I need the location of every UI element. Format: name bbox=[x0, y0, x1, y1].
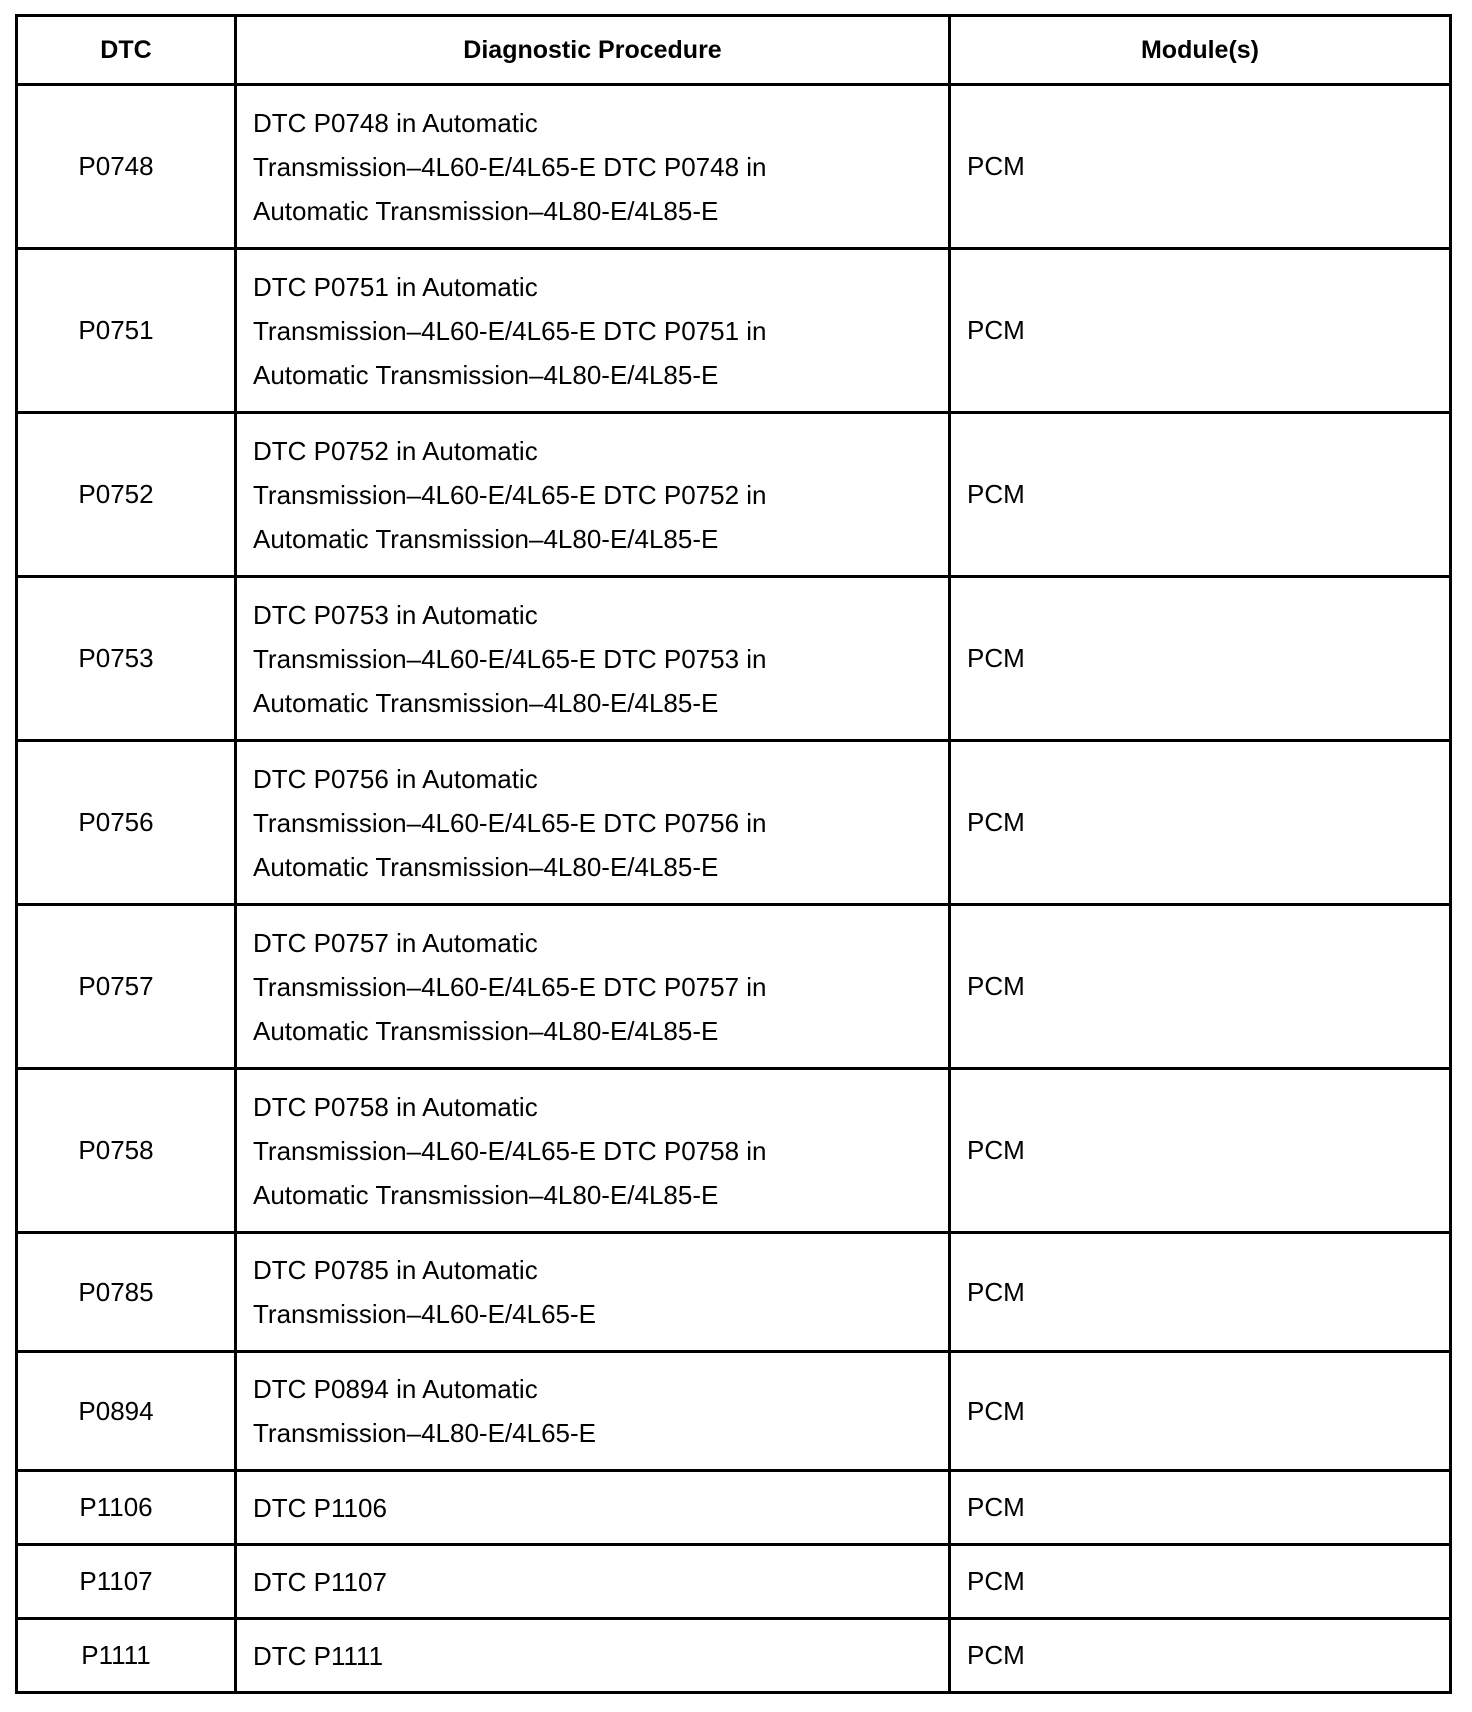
procedure-line: DTC P0785 in Automatic bbox=[253, 1255, 538, 1285]
procedure-line: DTC P0748 in Automatic bbox=[253, 107, 538, 138]
procedure-line: DTC P1106 bbox=[253, 1492, 387, 1523]
procedure-line: DTC P0894 in Automatic bbox=[253, 1374, 538, 1404]
procedure-line: Transmission–4L60-E/4L65-E DTC P0758 in bbox=[253, 1135, 767, 1166]
table-row bbox=[17, 1545, 1451, 1619]
module-cell: PCM bbox=[950, 1069, 1451, 1233]
dtc-code-cell: P0751 bbox=[17, 249, 236, 413]
procedure-line: DTC P0752 in Automatic bbox=[253, 435, 538, 466]
module-cell: PCM bbox=[950, 905, 1451, 1069]
table-row bbox=[17, 1352, 1451, 1471]
procedure-line: DTC P0756 in Automatic bbox=[253, 763, 538, 794]
header-modules: Module(s) bbox=[950, 16, 1451, 85]
procedure-line: Transmission–4L60-E/4L65-E DTC P0753 in bbox=[253, 643, 767, 674]
procedure-line: Automatic Transmission–4L80-E/4L85-E bbox=[253, 687, 719, 718]
diagnostic-procedure-cell bbox=[236, 1069, 950, 1233]
module-cell: PCM bbox=[950, 741, 1451, 905]
procedure-line: DTC P1111 bbox=[253, 1640, 384, 1671]
header-diagnostic-procedure: Diagnostic Procedure bbox=[236, 16, 950, 85]
module-cell: PCM bbox=[950, 1619, 1451, 1693]
table-row bbox=[17, 85, 1451, 249]
dtc-code-cell: P0756 bbox=[17, 741, 236, 905]
procedure-line: Transmission–4L60-E/4L65-E DTC P0748 in bbox=[253, 151, 767, 182]
dtc-code-cell: P1107 bbox=[17, 1545, 236, 1619]
dtc-code-cell: P0748 bbox=[17, 85, 236, 249]
diagnostic-procedure-cell bbox=[236, 1352, 950, 1471]
procedure-line: Automatic Transmission–4L80-E/4L85-E bbox=[253, 1015, 719, 1046]
header-dtc: DTC bbox=[17, 16, 236, 85]
diagnostic-procedure-cell bbox=[236, 905, 950, 1069]
dtc-code-cell: P1111 bbox=[17, 1619, 236, 1693]
procedure-line: Automatic Transmission–4L80-E/4L85-E bbox=[253, 359, 719, 390]
procedure-line: Automatic Transmission–4L80-E/4L85-E bbox=[253, 1179, 719, 1210]
module-cell: PCM bbox=[950, 1233, 1451, 1352]
diagnostic-procedure-cell bbox=[236, 741, 950, 905]
dtc-code-cell: P1106 bbox=[17, 1471, 236, 1545]
module-cell: PCM bbox=[950, 1352, 1451, 1471]
procedure-line: DTC P0757 in Automatic bbox=[253, 927, 538, 958]
diagnostic-procedure-cell bbox=[236, 1619, 950, 1693]
procedure-line: DTC P1107 bbox=[253, 1566, 387, 1597]
diagnostic-procedure-cell bbox=[236, 1545, 950, 1619]
table-row bbox=[17, 1471, 1451, 1545]
table-row bbox=[17, 1233, 1451, 1352]
procedure-line: DTC P0751 in Automatic bbox=[253, 271, 538, 302]
procedure-line: Transmission–4L60-E/4L65-E DTC P0752 in bbox=[253, 479, 767, 510]
dtc-code-cell: P0753 bbox=[17, 577, 236, 741]
procedure-line: Automatic Transmission–4L80-E/4L85-E bbox=[253, 523, 719, 554]
dtc-code-cell: P0894 bbox=[17, 1352, 236, 1471]
diagnostic-procedure-cell bbox=[236, 249, 950, 413]
dtc-table bbox=[15, 14, 1452, 1694]
table-row bbox=[17, 413, 1451, 577]
procedure-line: Transmission–4L60-E/4L65-E DTC P0757 in bbox=[253, 971, 767, 1002]
table-header-row bbox=[17, 16, 1451, 85]
procedure-line: Automatic Transmission–4L80-E/4L85-E bbox=[253, 851, 719, 882]
diagnostic-procedure-cell bbox=[236, 1471, 950, 1545]
module-cell: PCM bbox=[950, 577, 1451, 741]
procedure-line: Transmission–4L60-E/4L65-E DTC P0756 in bbox=[253, 807, 767, 838]
module-cell: PCM bbox=[950, 1471, 1451, 1545]
table-row bbox=[17, 1069, 1451, 1233]
module-cell: PCM bbox=[950, 249, 1451, 413]
procedure-line: DTC P0753 in Automatic bbox=[253, 599, 538, 630]
dtc-code-cell: P0752 bbox=[17, 413, 236, 577]
table-row bbox=[17, 905, 1451, 1069]
diagnostic-procedure-cell bbox=[236, 85, 950, 249]
procedure-line: DTC P0758 in Automatic bbox=[253, 1091, 538, 1122]
module-cell: PCM bbox=[950, 1545, 1451, 1619]
table-row bbox=[17, 741, 1451, 905]
diagnostic-procedure-cell bbox=[236, 1233, 950, 1352]
procedure-line: Automatic Transmission–4L80-E/4L85-E bbox=[253, 195, 719, 226]
dtc-code-cell: P0757 bbox=[17, 905, 236, 1069]
table-body bbox=[17, 85, 1451, 1693]
table-row bbox=[17, 577, 1451, 741]
module-cell: PCM bbox=[950, 413, 1451, 577]
procedure-line: Transmission–4L80-E/4L65-E bbox=[253, 1418, 596, 1448]
procedure-line: Transmission–4L60-E/4L65-E bbox=[253, 1299, 596, 1329]
table-row bbox=[17, 1619, 1451, 1693]
module-cell: PCM bbox=[950, 85, 1451, 249]
procedure-line: Transmission–4L60-E/4L65-E DTC P0751 in bbox=[253, 315, 767, 346]
dtc-code-cell: P0785 bbox=[17, 1233, 236, 1352]
diagnostic-procedure-cell bbox=[236, 577, 950, 741]
diagnostic-procedure-cell bbox=[236, 413, 950, 577]
table-row bbox=[17, 249, 1451, 413]
dtc-code-cell: P0758 bbox=[17, 1069, 236, 1233]
